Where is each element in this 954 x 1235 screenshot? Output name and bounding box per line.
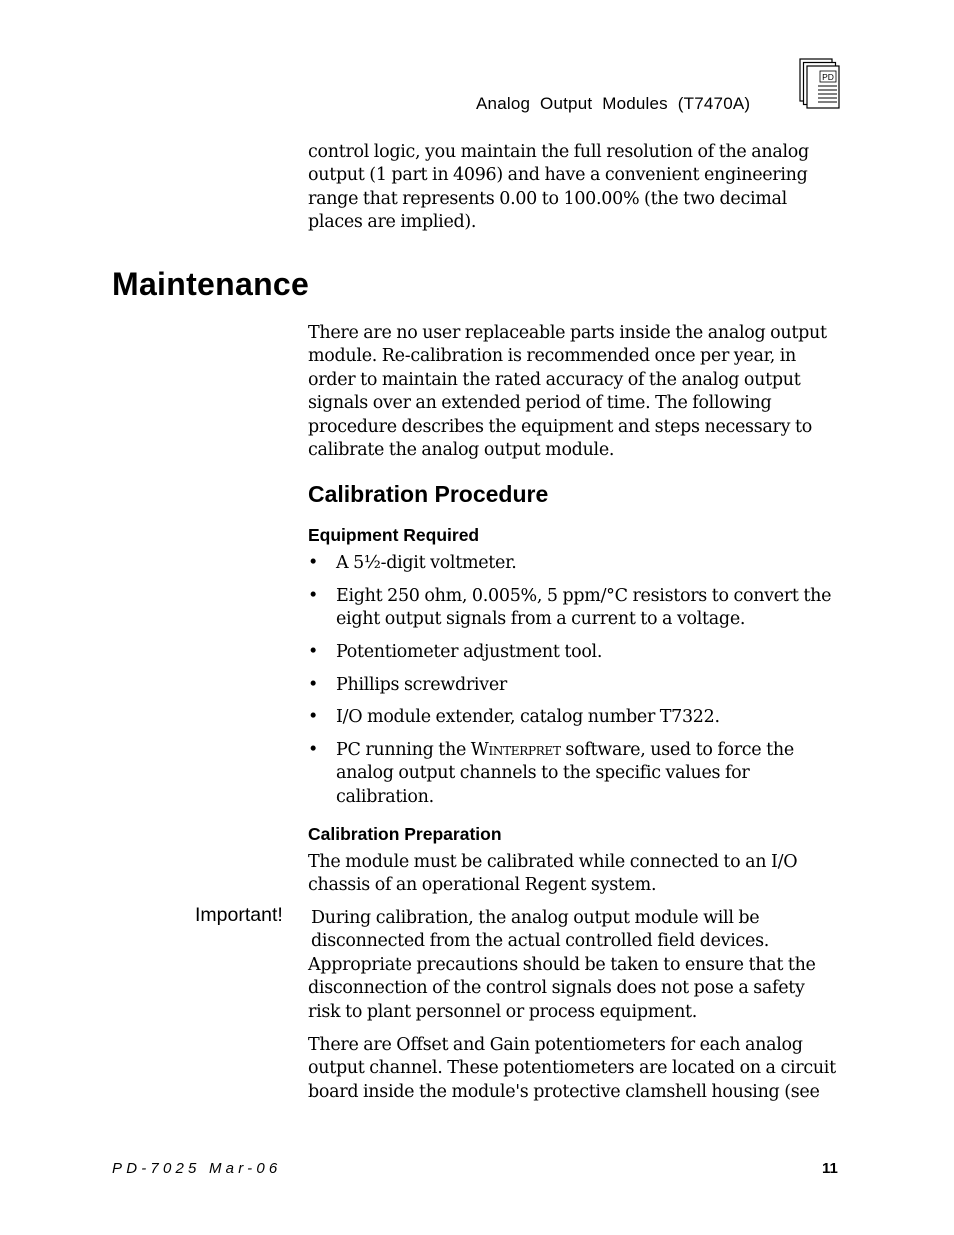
equipment-list-item <box>308 706 840 729</box>
running-header-title: Analog Output Modules (T7470A) <box>476 94 751 113</box>
document-icon-label: PD <box>822 72 834 82</box>
maintenance-heading: Maintenance <box>112 266 310 302</box>
important-note-line: During calibration, the analog output module will be <box>311 908 760 928</box>
document-stack-icon <box>799 58 841 110</box>
important-label: Important! <box>195 904 283 926</box>
bullet-icon: • <box>308 740 319 760</box>
pc-item-suffix: software, used to force the analog output channels to the specific values for calibration. <box>336 740 794 807</box>
bullet-icon: • <box>308 553 319 573</box>
pc-item-prefix: PC running the <box>336 740 471 760</box>
equipment-item-text: Potentiometer adjustment tool. <box>336 642 603 662</box>
equipment-required-heading: Equipment Required <box>308 525 480 545</box>
equipment-list-item <box>308 552 840 575</box>
footer-document-id: PD-7025 Mar-06 <box>112 1160 282 1177</box>
potentiometer-paragraph: There are Offset and Gain potentiometers for each analog output channel. These potentiometers are located on a circuit board inside the module's protective clamshell housing (see <box>308 1035 836 1102</box>
preparation-paragraph: The module must be calibrated while connected to an I/O chassis of an operational Regent system. <box>308 852 798 896</box>
equipment-list-item <box>308 674 840 697</box>
bullet-icon: • <box>308 642 319 662</box>
equipment-item-text <box>336 739 840 809</box>
calibration-procedure-heading: Calibration Procedure <box>308 481 549 507</box>
equipment-list-item <box>308 585 840 632</box>
bullet-icon: • <box>308 707 319 727</box>
equipment-list-item <box>308 739 840 809</box>
software-name <box>471 740 561 760</box>
software-name-initial: W <box>470 740 489 760</box>
equipment-item-text: Eight 250 ohm, 0.005%, 5 ppm/°C resistors to convert the eight output signals from a current to a voltage. <box>336 586 832 630</box>
page-number: 11 <box>822 1160 838 1177</box>
equipment-list-item <box>308 641 840 664</box>
intro-paragraph: control logic, you maintain the full resolution of the analog output (1 part in 4096) and have a convenient engineering range that represents 0.00 to 100.00% (the two decimal places are implied). <box>308 142 809 233</box>
calibration-preparation-heading: Calibration Preparation <box>308 824 502 844</box>
important-note-text: Appropriate precautions should be taken to ensure that the disconnection of the control signals does not pose a safety risk to plant personnel or process equipment. <box>308 954 816 1022</box>
important-note-line: disconnected from the actual controlled field devices. <box>311 931 770 952</box>
bullet-icon: • <box>308 675 319 695</box>
important-note <box>308 907 840 1024</box>
software-name-rest: interpret <box>488 740 561 760</box>
bullet-icon: • <box>308 586 319 606</box>
equipment-item-text: A 5½-digit voltmeter. <box>336 553 517 573</box>
equipment-item-text: I/O module extender, catalog number T7322. <box>336 707 720 727</box>
maintenance-paragraph: There are no user replaceable parts inside the analog output module. Re-calibration is recommended once per year, in order to maintain the rated accuracy of the analog output signals over an extended period of time. The following procedure describes the equipment and steps necessary to calibrate the analog output module. <box>308 323 827 461</box>
equipment-item-text: Phillips screwdriver <box>336 675 507 695</box>
